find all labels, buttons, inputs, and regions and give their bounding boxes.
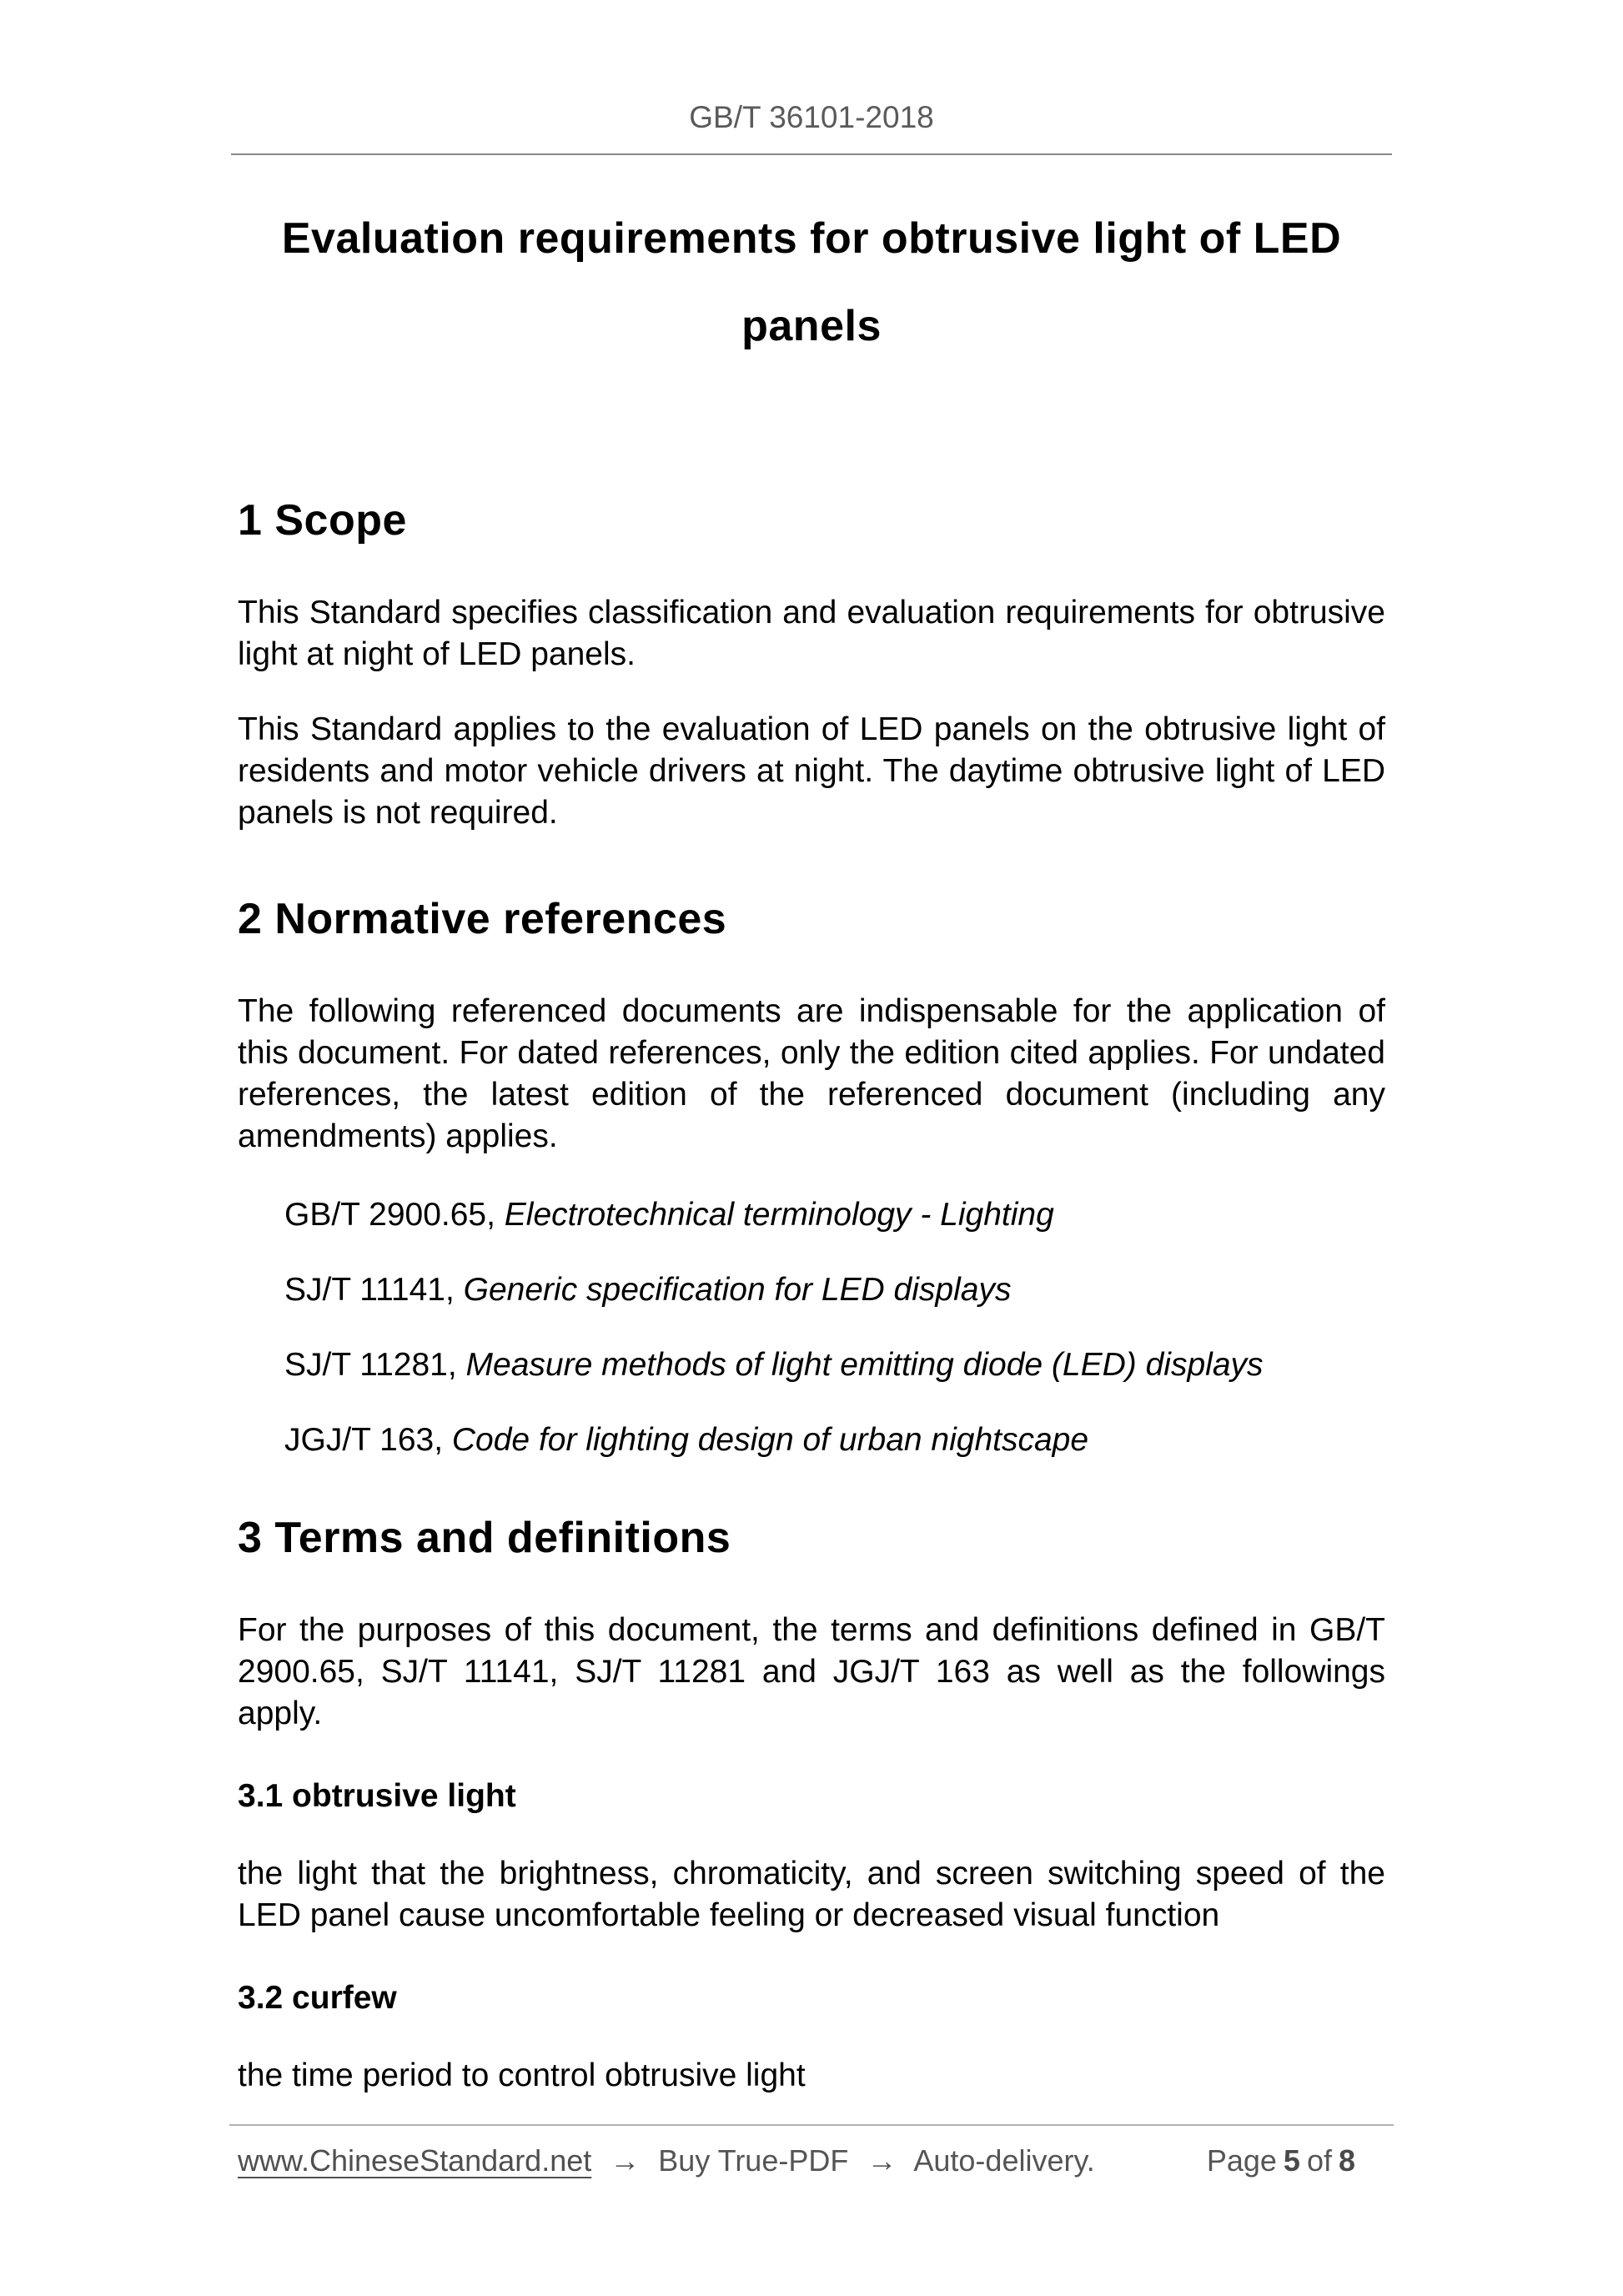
reference-title: Measure methods of light emitting diode (LED) displays: [465, 1347, 1264, 1383]
standard-number: GB/T 36101-2018: [689, 100, 934, 134]
arrow-icon: →: [610, 2143, 641, 2178]
reference-code: JGJ/T 163,: [284, 1422, 444, 1458]
scope-paragraph-2: This Standard applies to the evaluation of LED panels on the obtrusive light of residents and motor vehicle drivers at night. The daytime obtrusive light of LED panels is not required.: [238, 711, 1385, 831]
arrow-icon: →: [867, 2143, 897, 2178]
reference-item-3: [238, 1344, 1385, 1386]
page-footer: [238, 2124, 1385, 2296]
term-definition-3-1: the light that the brightness, chromaticity, and screen switching speed of the LED panel cause uncomfortable feeling or decreased visual function: [238, 1856, 1385, 1933]
document-title-line1: Evaluation requirements for obtrusive light of LED: [281, 214, 1342, 263]
reference-code: SJ/T 11281,: [284, 1347, 457, 1383]
buy-pdf-label: Buy True-PDF: [658, 2143, 849, 2178]
page-number-total: 8: [1338, 2143, 1355, 2178]
reference-title: Code for lighting design of urban nightscape: [451, 1422, 1089, 1458]
reference-item-1: [238, 1194, 1385, 1236]
delivery-label: Auto-delivery.: [913, 2143, 1095, 2178]
reference-item-2: [238, 1269, 1385, 1311]
document-title-line2: panels: [741, 302, 882, 350]
normative-intro: The following referenced documents are indispensable for the application of this document. For dated references, only the edition cited applies. For undated references, the latest edition of the referenced document (including any amendments) applies.: [238, 993, 1385, 1154]
of-label: of: [1306, 2143, 1332, 2178]
term-definition-3-2: the time period to control obtrusive light: [238, 2057, 806, 2093]
reference-title: Generic specification for LED displays: [463, 1272, 1012, 1308]
section-heading-terms: 3 Terms and definitions: [238, 1514, 731, 1562]
website-link[interactable]: www.ChineseStandard.net: [238, 2143, 592, 2178]
document-title: [238, 195, 1385, 370]
page-header: [238, 0, 1385, 155]
reference-title: Electrotechnical terminology - Lighting: [504, 1197, 1054, 1233]
footer-divider: [229, 2124, 1394, 2126]
reference-item-4: [238, 1419, 1385, 1461]
term-heading-3-1: 3.1 obtrusive light: [238, 1778, 516, 1814]
footer-left: [238, 2143, 1095, 2179]
scope-paragraph-1: This Standard specifies classification and evaluation requirements for obtrusive light at night of LED panels.: [238, 595, 1385, 672]
reference-code: SJ/T 11141,: [284, 1272, 455, 1308]
header-divider: [231, 153, 1392, 155]
page-indicator: [1207, 2143, 1385, 2179]
section-heading-scope: 1 Scope: [238, 496, 407, 545]
reference-code: GB/T 2900.65,: [284, 1197, 495, 1233]
term-heading-3-2: 3.2 curfew: [238, 1980, 397, 2016]
footer-row: [238, 2143, 1385, 2179]
terms-intro: For the purposes of this document, the terms and definitions defined in GB/T 2900.65, SJ/T 11141, SJ/T 11281 and JGJ/T 163 as well as the followings apply.: [238, 1612, 1385, 1731]
page-number-current: 5: [1283, 2143, 1300, 2178]
section-heading-normative-references: 2 Normative references: [238, 895, 727, 943]
page-label: Page: [1206, 2143, 1277, 2178]
